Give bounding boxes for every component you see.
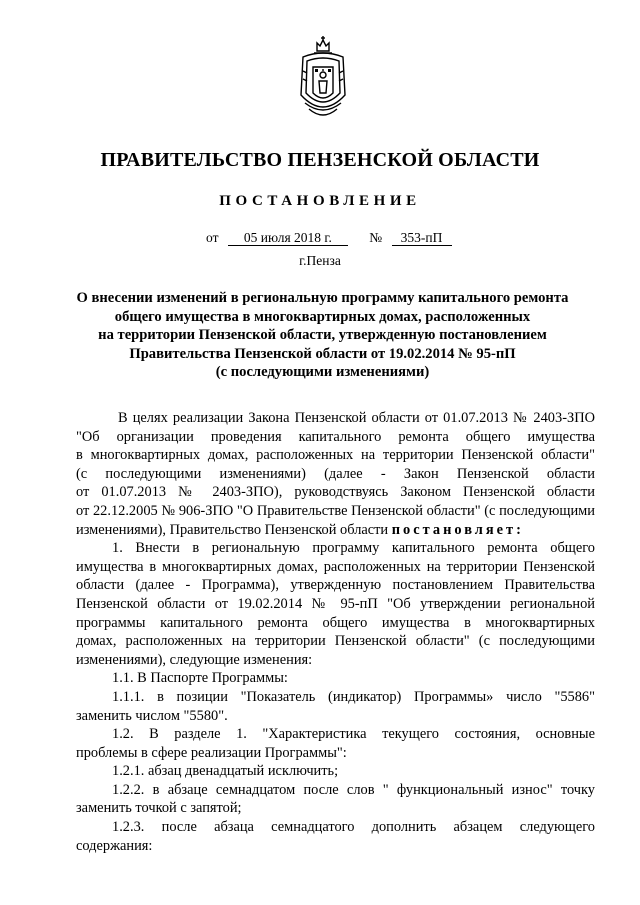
body-line: 1.2.2. в абзаце семнадцатом после слов " функциональный износ" точку <box>112 781 595 798</box>
body-line: содержания: <box>76 837 153 854</box>
number-prefix: № <box>369 230 383 245</box>
coat-of-arms-icon <box>295 35 351 121</box>
body-line: от 22.12.2005 № 906-ЗПО "О Правительстве Пензенской области" (с последующими <box>76 502 595 519</box>
body-line: проблемы в сфере реализации Программы": <box>76 744 347 761</box>
document-body <box>76 409 595 855</box>
document-number: 353-пП <box>392 230 452 246</box>
date-number-line <box>206 230 452 246</box>
subject-line: на территории Пензенской области, утвержденную постановлением <box>98 327 547 344</box>
body-line <box>76 521 595 540</box>
body-line: программы капитального ремонта общего имущества в многоквартирных <box>76 614 595 631</box>
body-line: 1.2.3. после абзаца семнадцатого дополнить абзацем следующего <box>112 819 595 836</box>
government-title: ПРАВИТЕЛЬСТВО ПЕНЗЕНСКОЙ ОБЛАСТИ <box>100 149 540 171</box>
city: г.Пенза <box>299 253 341 268</box>
subject-line: (с последующими изменениями) <box>215 364 430 381</box>
body-line: от 01.07.2013 № 2403-ЗПО), руководствуясь Законом Пензенской области <box>76 484 595 501</box>
body-line: 1.2. В разделе 1. "Характеристика текущего состояния, основные <box>112 726 595 743</box>
document-date: 05 июля 2018 г. <box>228 230 348 246</box>
body-line: 1.1.1. в позиции "Показатель (индикатор) Программы» число "5586" <box>112 688 595 705</box>
body-line: в многоквартирных домах, расположенных на территории Пензенской области" <box>76 447 595 464</box>
document-type: ПОСТАНОВЛЕНИЕ <box>219 193 421 209</box>
body-line: заменить числом "5580". <box>76 707 228 724</box>
body-line: области (далее - Программа), утвержденную постановлением Правительства <box>76 577 595 594</box>
body-line: домах, расположенных на территории Пензенской области" (с последующими <box>76 633 595 650</box>
subject-line: Правительства Пензенской области от 19.02.2014 № 95-пП <box>129 345 516 362</box>
body-line: (с последующими изменениями) (далее - Закон Пензенской области <box>76 465 595 482</box>
body-line: В целях реализации Закона Пензенской области от 01.07.2013 № 2403-ЗПО <box>118 410 595 426</box>
subject-line: общего имущества в многоквартирных домах, расположенных <box>114 308 531 325</box>
date-prefix: от <box>206 230 219 245</box>
body-line: 1.2.1. абзац двенадцатый исключить; <box>112 763 339 780</box>
body-text: изменениями), Правительство Пензенской области <box>76 521 389 538</box>
body-line: заменить точкой с запятой; <box>76 800 242 817</box>
body-line: 1.1. В Паспорте Программы: <box>112 670 288 687</box>
body-line: "Об организации проведения капитального ремонта общего имущества <box>76 428 595 445</box>
body-line: Пензенской области от 19.02.2014 № 95-пП "Об утверждении региональной <box>76 595 595 612</box>
body-line: имущества в многоквартирных домах, расположенных на территории Пензенской <box>76 558 595 575</box>
resolves-word: постановляет: <box>391 521 524 538</box>
document-subject <box>60 289 585 382</box>
subject-line: О внесении изменений в региональную программу капитального ремонта <box>76 290 569 306</box>
body-line: 1. Внести в региональную программу капитального ремонта общего <box>112 540 595 557</box>
body-line: изменениями), следующие изменения: <box>76 651 313 668</box>
